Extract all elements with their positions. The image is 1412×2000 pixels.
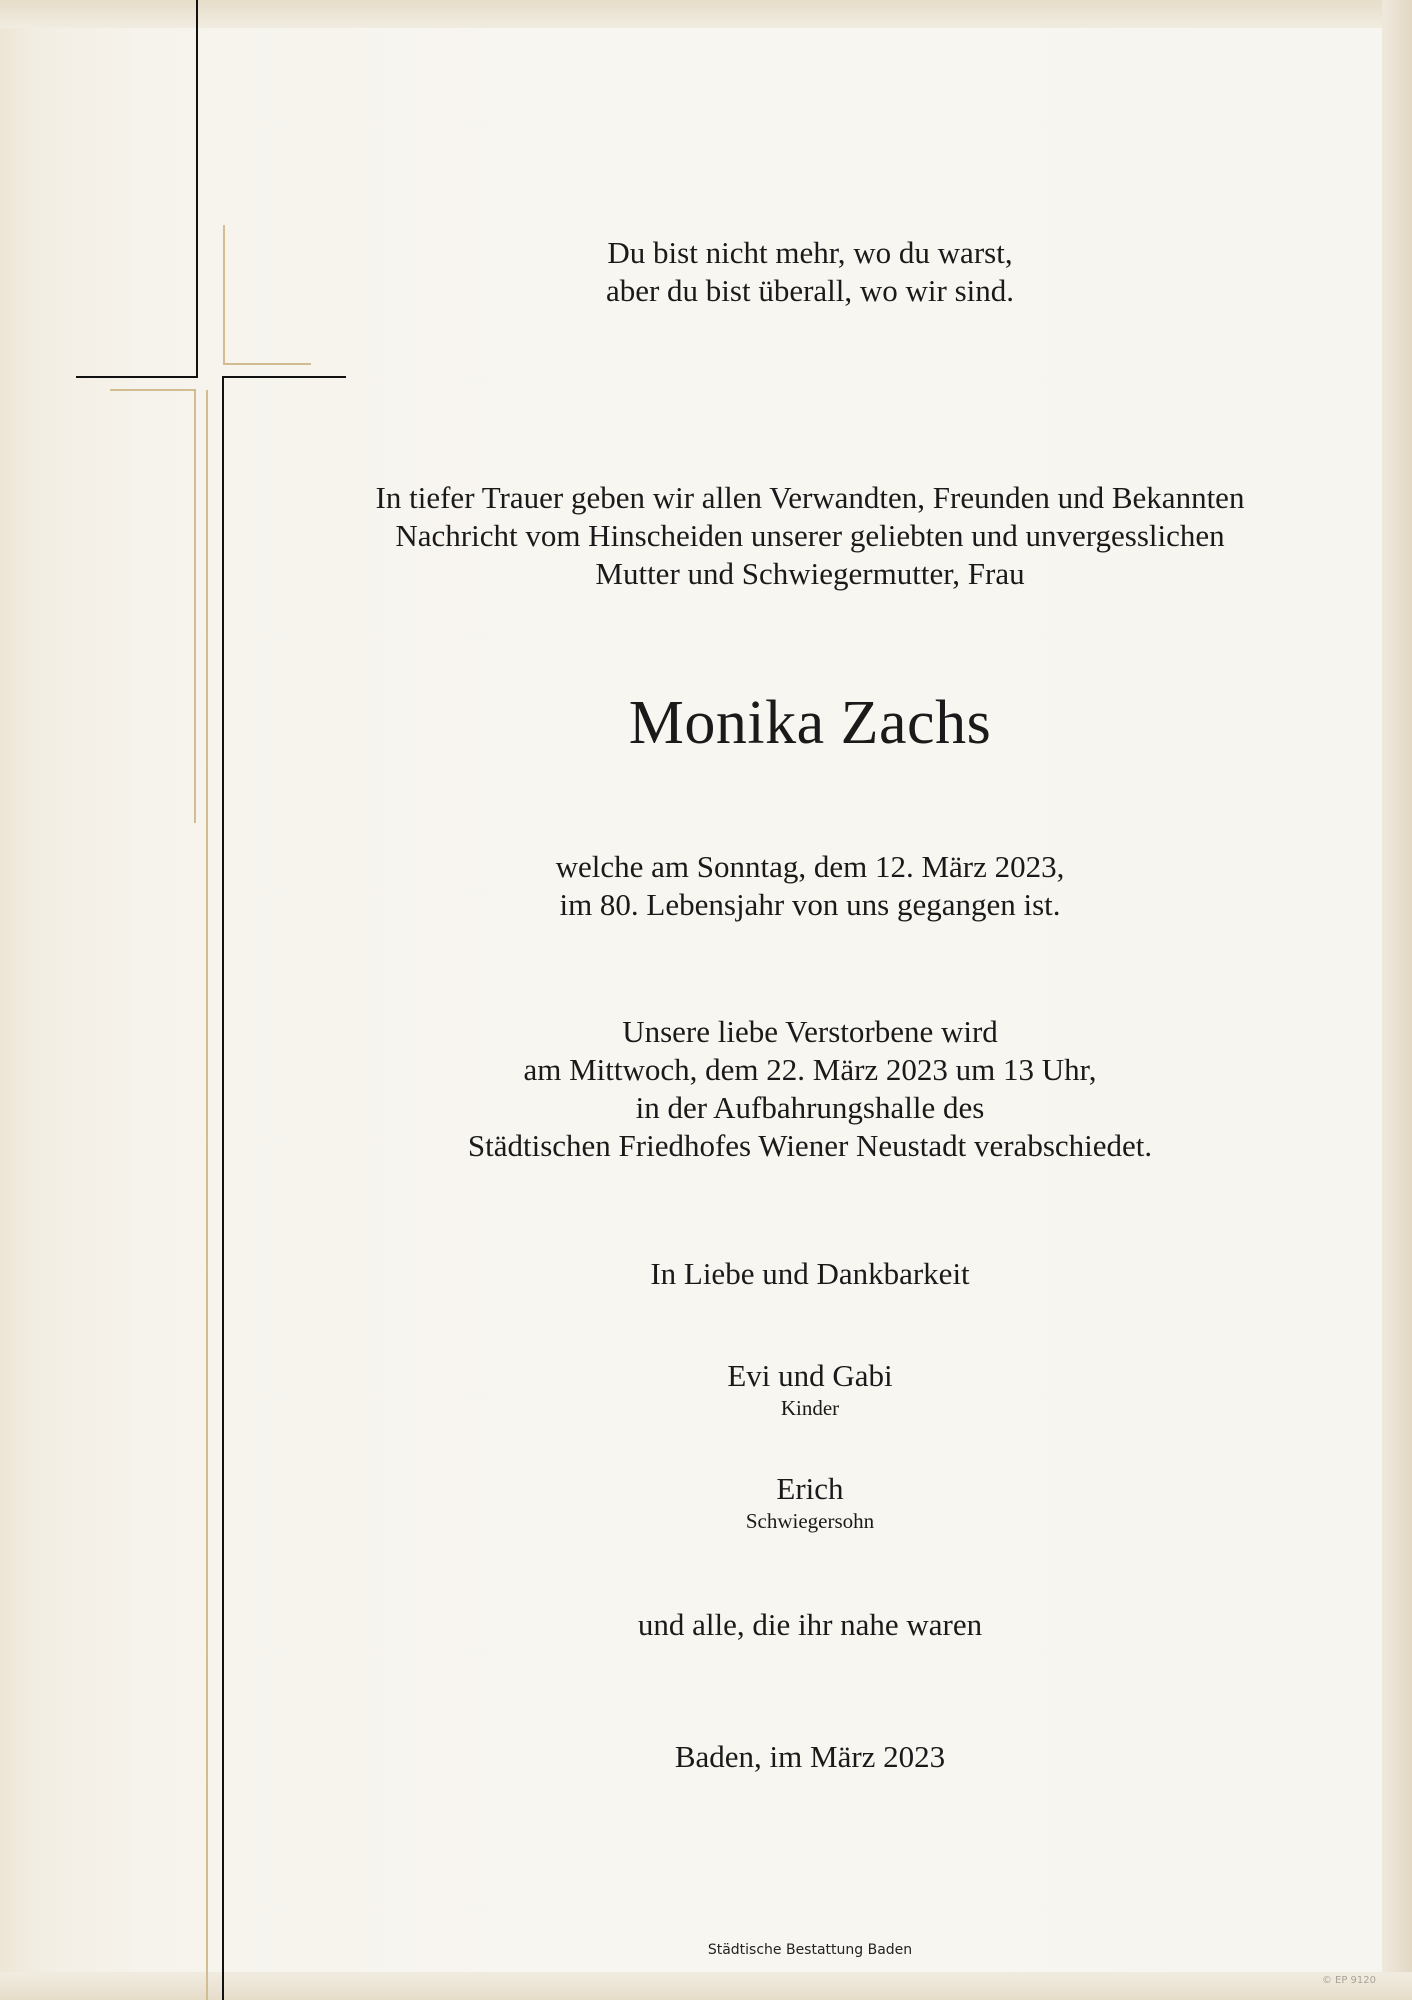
intro-line-3: Mutter und Schwiegermutter, Frau	[595, 556, 1025, 591]
name-block	[210, 688, 1410, 758]
farewell-block	[210, 1013, 1410, 1165]
quote-block	[210, 234, 1410, 310]
closing-text: In Liebe und Dankbarkeit	[650, 1256, 970, 1291]
mourner-block-1	[210, 1357, 1410, 1421]
paper-edge-bottom	[0, 1972, 1412, 2000]
farewell-line-1: Unsere liebe Verstorbene wird	[622, 1014, 998, 1049]
mourner-block-2	[210, 1470, 1410, 1534]
others-block	[210, 1606, 1410, 1644]
place-date-block	[210, 1738, 1410, 1776]
place-date-text: Baden, im März 2023	[674, 1739, 946, 1774]
cross-black-horizontal-left	[76, 376, 198, 378]
cross-gold-horizontal-left	[110, 389, 196, 391]
mourner-role: Schwiegersohn	[745, 1509, 875, 1533]
death-info-block	[210, 848, 1410, 924]
footer-block	[210, 1942, 1410, 1958]
mourner-name: Evi und Gabi	[727, 1358, 893, 1393]
paper-edge-top	[0, 0, 1412, 28]
farewell-line-2: am Mittwoch, dem 22. März 2023 um 13 Uhr,	[523, 1052, 1097, 1087]
quote-line-1: Du bist nicht mehr, wo du warst,	[607, 235, 1013, 270]
cross-gold-horizontal-upper	[223, 363, 311, 365]
farewell-line-4: Städtischen Friedhofes Wiener Neustadt verabschiedet.	[467, 1128, 1153, 1163]
cross-gold-vertical-lower	[206, 390, 208, 2000]
cross-black-horizontal-right	[222, 376, 346, 378]
mourner-name: Erich	[776, 1471, 844, 1506]
intro-line-2: Nachricht vom Hinscheiden unserer geliebten und unvergesslichen	[395, 518, 1225, 553]
funeral-home-name: Städtische Bestattung Baden	[707, 1942, 913, 1958]
cross-gold-vertical-left	[194, 389, 196, 823]
product-code: © EP 9120	[1321, 1975, 1376, 1986]
closing-block	[210, 1255, 1410, 1293]
intro-line-1: In tiefer Trauer geben wir allen Verwandten, Freunden und Bekannten	[375, 480, 1245, 515]
quote-line-2: aber du bist überall, wo wir sind.	[605, 273, 1015, 308]
mourner-role: Kinder	[780, 1396, 840, 1420]
intro-block	[210, 479, 1410, 593]
deceased-name: Monika Zachs	[628, 689, 992, 757]
others-text: und alle, die ihr nahe waren	[637, 1607, 983, 1642]
death-info-line-2: im 80. Lebensjahr von uns gegangen ist.	[559, 887, 1061, 922]
cross-black-vertical-upper	[196, 0, 198, 378]
death-info-line-1: welche am Sonntag, dem 12. März 2023,	[555, 849, 1065, 884]
farewell-line-3: in der Aufbahrungshalle des	[635, 1090, 985, 1125]
